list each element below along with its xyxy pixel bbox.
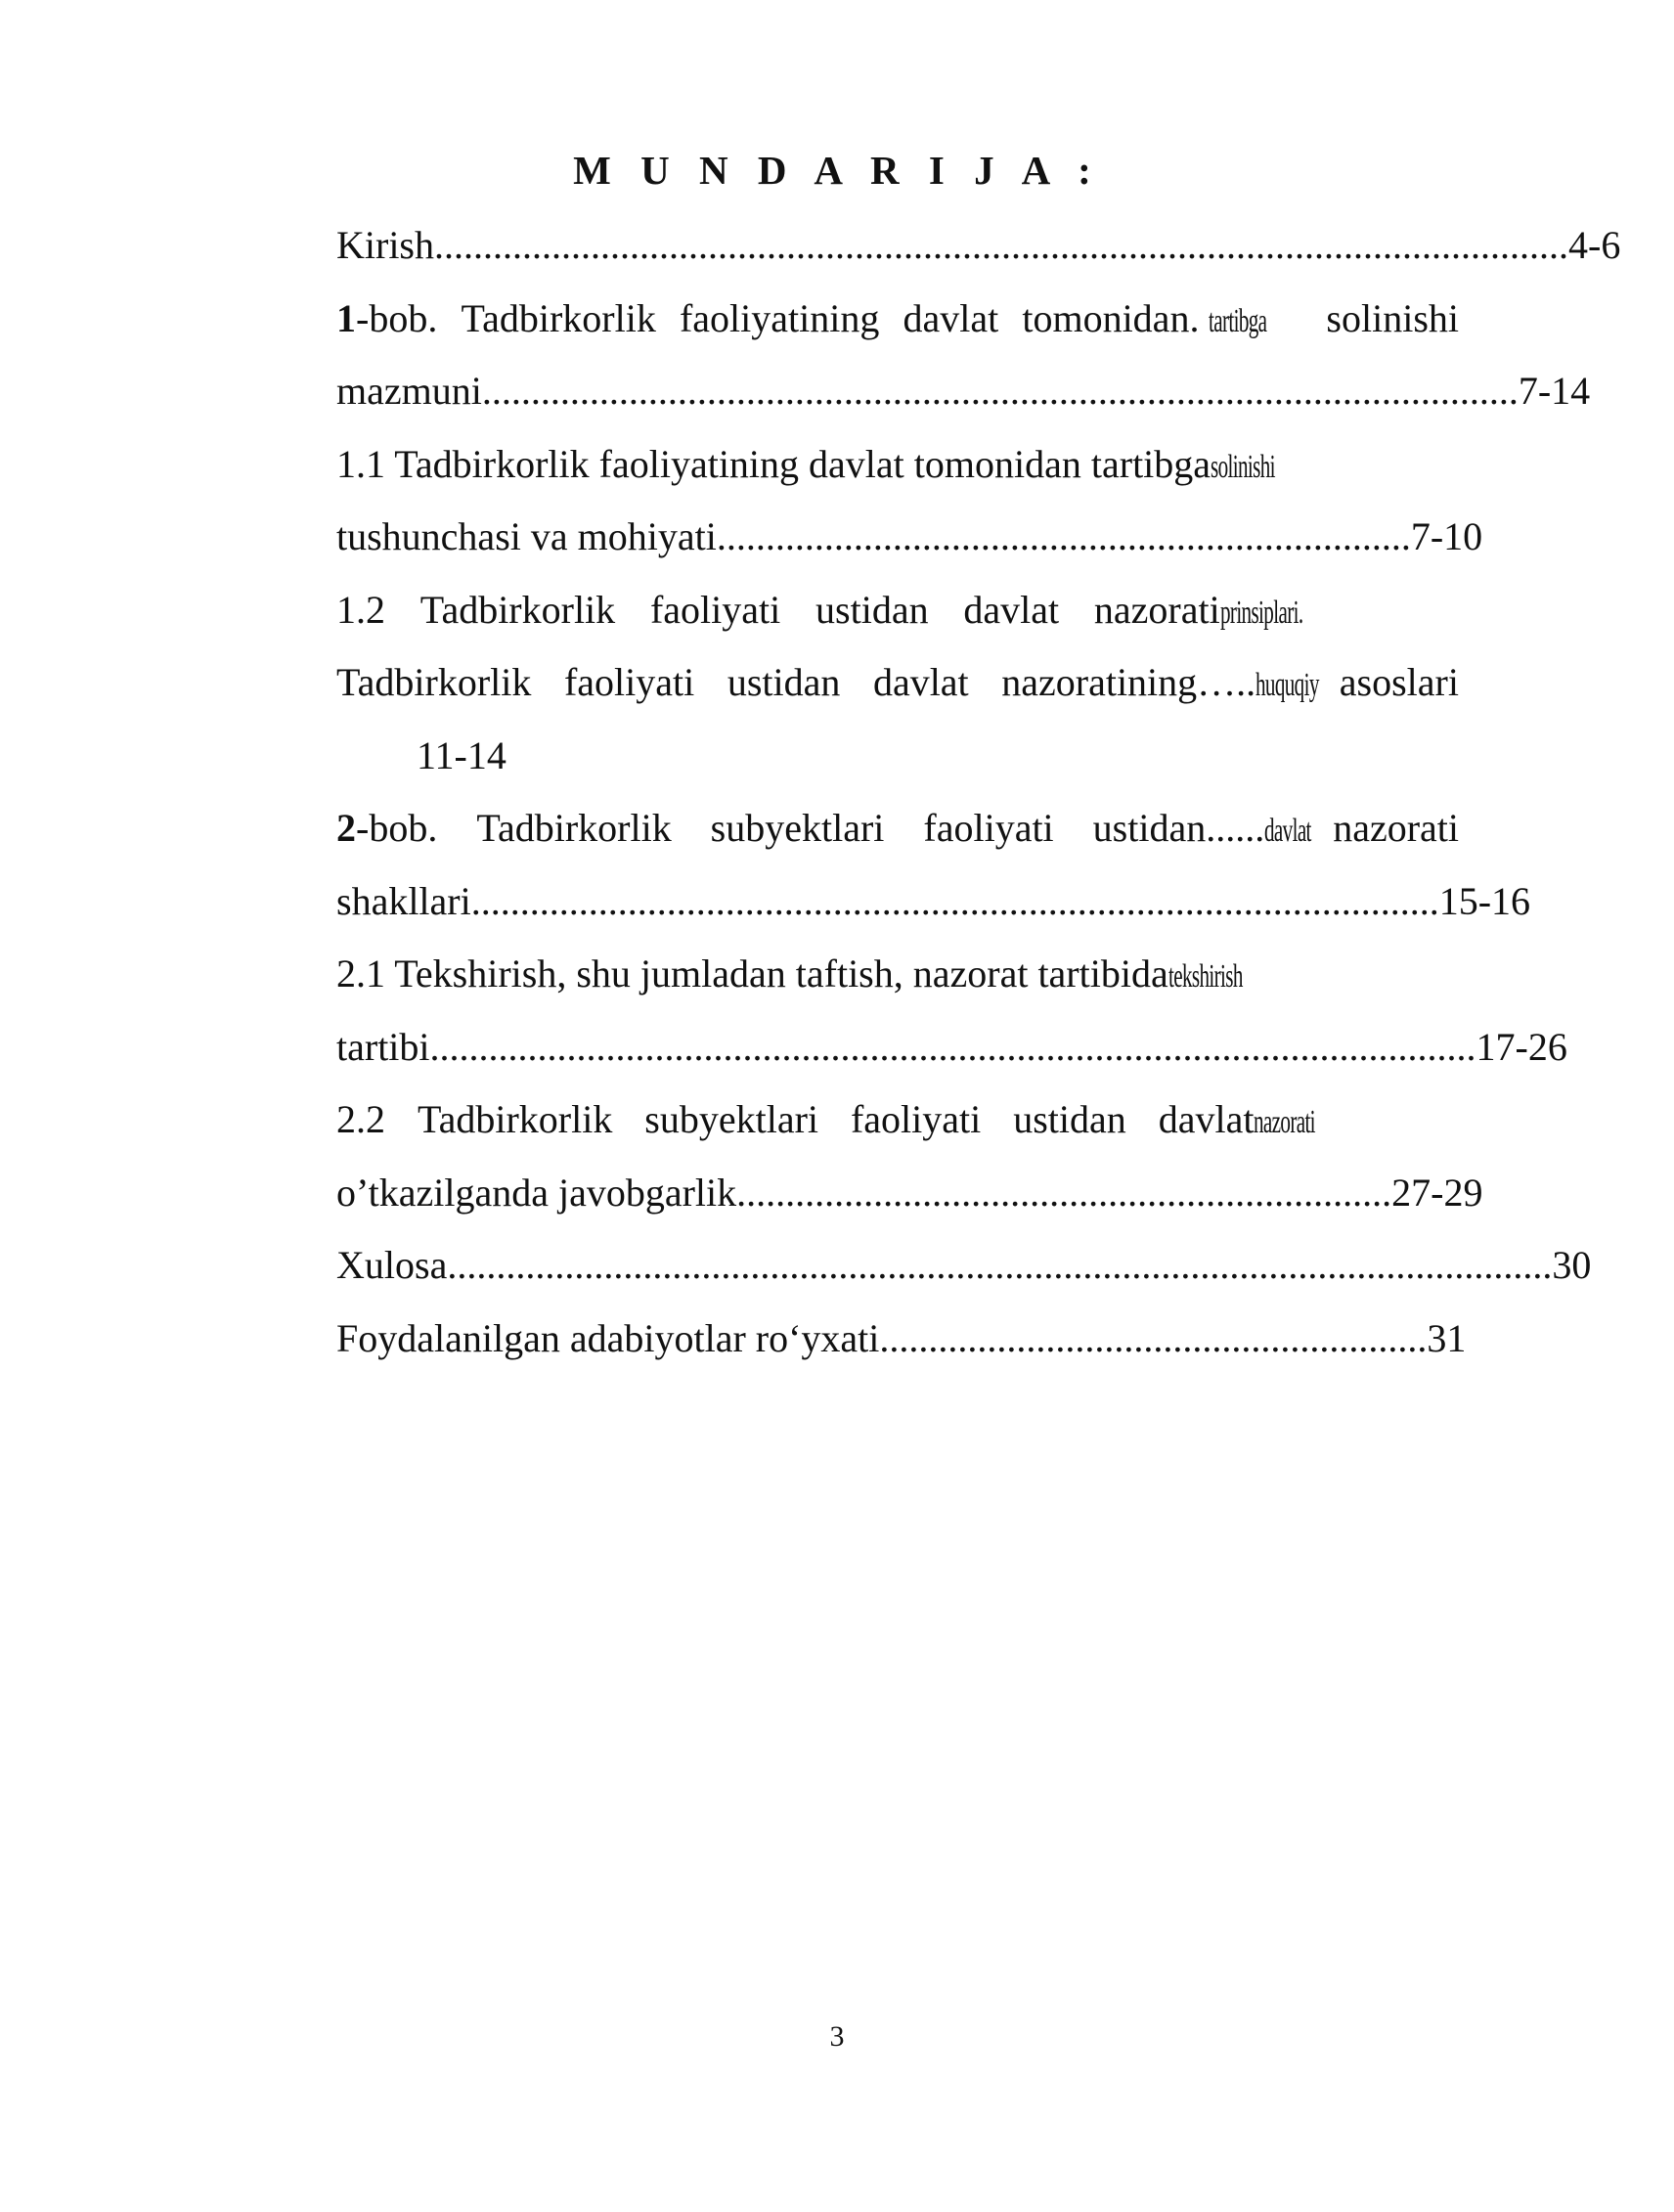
toc-page-range: 27-29 bbox=[1391, 1170, 1483, 1215]
toc-entry-label: shakllari bbox=[336, 878, 471, 923]
toc-page-range: 7-14 bbox=[1518, 369, 1591, 413]
dot-leader: .................................................................................................................... bbox=[434, 223, 1568, 267]
condensed-word: solinishi bbox=[1211, 448, 1275, 485]
toc-word: Tadbirkorlik bbox=[419, 587, 616, 632]
toc-word: subyektlari bbox=[644, 1097, 819, 1141]
toc-word: nazoratining….. bbox=[1001, 660, 1256, 704]
toc-entry-label: tartibi bbox=[336, 1024, 430, 1069]
toc-word: nazorati bbox=[1333, 806, 1459, 850]
toc-word: ustidan...... bbox=[1092, 806, 1265, 850]
toc-entry-chapter-2-line-2 bbox=[336, 871, 1531, 945]
toc-word: davlat bbox=[963, 587, 1060, 632]
toc-word: asoslari bbox=[1339, 660, 1459, 704]
toc-word: 2.2 bbox=[336, 1097, 385, 1141]
toc-word: tomonidan. bbox=[1022, 295, 1200, 340]
toc-word: davlat bbox=[872, 660, 969, 704]
toc-page-range: 11-14 bbox=[417, 732, 507, 777]
toc-word: Tadbirkorlik bbox=[476, 806, 672, 850]
toc-entry-xulosa bbox=[336, 1235, 1592, 1308]
toc-entry-1-1-line-1 bbox=[336, 434, 1459, 508]
chapter-number: 2 bbox=[336, 806, 356, 850]
toc-entry-1-2-line-3 bbox=[336, 726, 1459, 799]
toc-entry-chapter-1-line-1 bbox=[336, 288, 1459, 362]
toc-page-range: 30 bbox=[1552, 1243, 1592, 1287]
dot-leader: ................................................................... bbox=[736, 1170, 1392, 1215]
toc-word: subyektlari bbox=[710, 806, 885, 850]
toc-entry-chapter-1-line-2 bbox=[336, 361, 1591, 434]
dot-leader: ........................................................................................................... bbox=[429, 1024, 1476, 1069]
toc-entry-2-1-line-2 bbox=[336, 1017, 1567, 1090]
toc-page-range: 15-16 bbox=[1438, 878, 1531, 923]
condensed-word: tekshirish bbox=[1167, 958, 1243, 995]
toc-word: faoliyati bbox=[923, 806, 1054, 850]
chapter-number: 1 bbox=[336, 295, 356, 340]
toc-word: -bob. bbox=[356, 806, 438, 850]
toc-word: nazorati bbox=[1093, 587, 1220, 632]
dot-leader: ................................................................................................................. bbox=[447, 1243, 1553, 1287]
toc-entry-1-1-line-2 bbox=[336, 507, 1483, 580]
toc-word: -bob. bbox=[356, 295, 438, 340]
toc-entry-1-2-line-2 bbox=[336, 652, 1459, 726]
toc-entry-label: 1.1 Tadbirkorlik faoliyatining davlat tomonidan tartibga bbox=[336, 441, 1211, 486]
dot-leader: ................................................................................................... bbox=[470, 878, 1439, 923]
page-title: M U N D A R I J A : bbox=[573, 148, 1101, 193]
toc-word: ustidan bbox=[1013, 1097, 1126, 1141]
toc-word: faoliyati bbox=[649, 587, 781, 632]
condensed-word: prinsiplari. bbox=[1219, 594, 1303, 631]
toc-word: faoliyati bbox=[850, 1097, 982, 1141]
toc-word: ustidan bbox=[815, 587, 929, 632]
toc-word: ustidan bbox=[727, 660, 841, 704]
dot-leader: ....................................................................... bbox=[716, 514, 1411, 558]
table-of-contents bbox=[336, 215, 1621, 1381]
toc-entry-2-2-line-1 bbox=[336, 1089, 1353, 1163]
toc-word: davlat bbox=[903, 295, 999, 340]
toc-entry-label: 2.1 Tekshirish, shu jumladan taftish, nazorat tartibida bbox=[336, 951, 1168, 995]
toc-word: faoliyatining bbox=[679, 295, 880, 340]
toc-word: faoliyati bbox=[563, 660, 695, 704]
condensed-word: huquqiy bbox=[1256, 667, 1319, 703]
condensed-word: nazorati bbox=[1254, 1104, 1316, 1140]
toc-entry-kirish bbox=[336, 215, 1621, 288]
toc-entry-label: Foydalanilgan adabiyotlar ro‘yxati bbox=[336, 1315, 880, 1360]
dot-leader: .......................................................................................................... bbox=[481, 369, 1519, 413]
condensed-word: tartibga bbox=[1209, 302, 1267, 339]
toc-word: Tadbirkorlik bbox=[461, 295, 656, 340]
toc-entry-2-2-line-2 bbox=[336, 1163, 1483, 1236]
toc-entry-2-1-line-1 bbox=[336, 944, 1459, 1017]
toc-word: solinishi bbox=[1326, 295, 1459, 340]
toc-entry-label: tushunchasi va mohiyati bbox=[336, 514, 717, 558]
toc-entry-1-2-line-1 bbox=[336, 580, 1353, 653]
toc-word: 1.2 bbox=[336, 587, 385, 632]
toc-page-range: 17-26 bbox=[1476, 1024, 1567, 1069]
toc-word: Tadbirkorlik bbox=[417, 1097, 613, 1141]
toc-word: davlat bbox=[1158, 1097, 1255, 1141]
toc-entry-label: Kirish bbox=[336, 223, 434, 267]
condensed-word: davlat bbox=[1264, 813, 1311, 849]
toc-page-range: 31 bbox=[1427, 1315, 1467, 1360]
toc-entry-label: Xulosa bbox=[336, 1243, 448, 1287]
toc-word: Tadbirkorlik bbox=[336, 660, 532, 704]
toc-entry-references bbox=[336, 1308, 1467, 1382]
toc-page-range: 7-10 bbox=[1410, 514, 1483, 558]
page-number: 3 bbox=[829, 2020, 845, 2053]
toc-entry-chapter-2-line-1 bbox=[336, 798, 1459, 871]
dot-leader: ........................................................ bbox=[879, 1315, 1428, 1360]
toc-entry-label: o’tkazilganda javobgarlik bbox=[336, 1170, 737, 1215]
toc-entry-label: mazmuni bbox=[336, 369, 482, 413]
toc-page-range: 4-6 bbox=[1568, 223, 1621, 267]
